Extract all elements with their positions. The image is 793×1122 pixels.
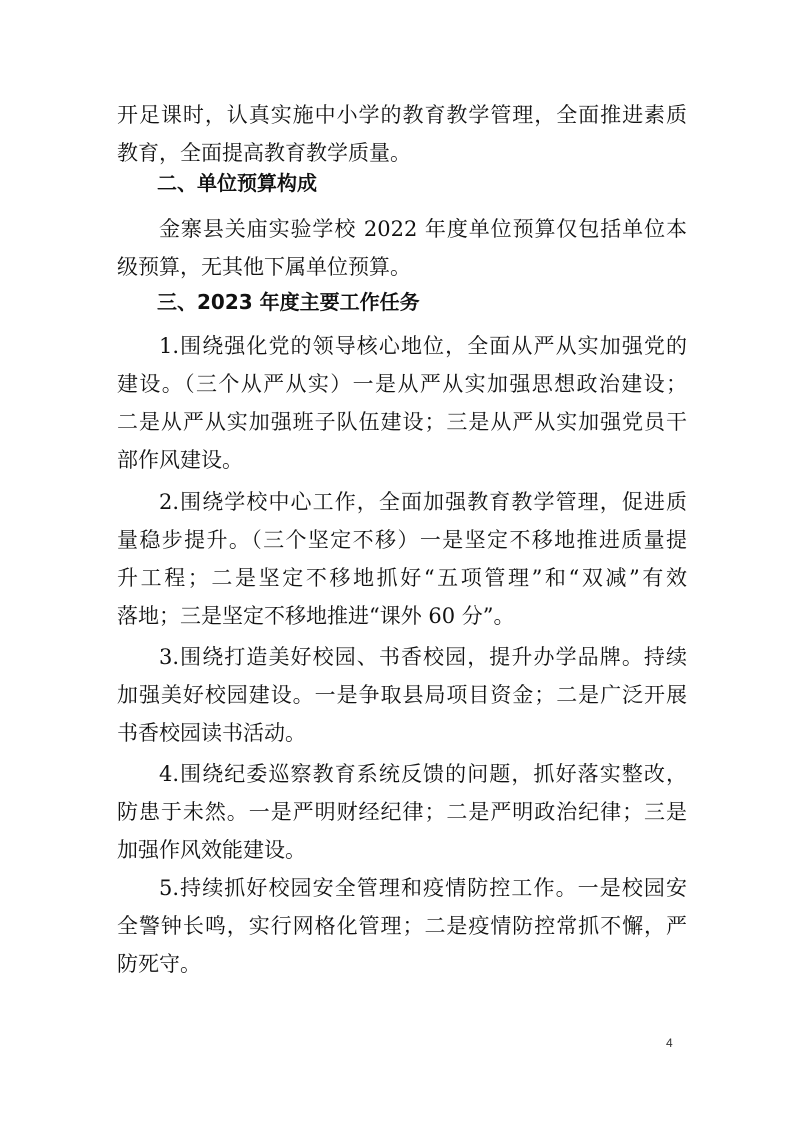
task-item-2 <box>117 483 687 635</box>
task-item-1 <box>117 327 687 479</box>
paragraph-line: 建设。（三个从严从实）一是从严从实加强思想政治建设； <box>117 372 687 396</box>
paragraph-line: 教育，全面提高教育教学质量。 <box>117 141 411 165</box>
paragraph-budget <box>117 210 687 286</box>
paragraph-line: 量稳步提升。（三个坚定不移）一是坚定不移地推进质量提 <box>117 528 687 552</box>
paragraph-line: 书香校园读书活动。 <box>117 721 306 745</box>
paragraph-line: 防死守。 <box>117 952 201 976</box>
task-item-3 <box>117 638 687 752</box>
section-heading-main-tasks <box>117 283 687 321</box>
paragraph-line: 加强美好校园建设。一是争取县局项目资金；二是广泛开展 <box>117 683 687 707</box>
paragraph-line: 升工程；二是坚定不移地抓好“五项管理”和“双减”有效 <box>117 566 687 590</box>
paragraph-line: 1.围绕强化党的领导核心地位，全面从严从实加强党的 <box>159 334 687 358</box>
paragraph-line: 部作风建设。 <box>117 448 243 472</box>
paragraph-line: 4.围绕纪委巡察教育系统反馈的问题，抓好落实整改， <box>159 762 687 786</box>
paragraph-line: 全警钟长鸣，实行网格化管理；二是疫情防控常抓不懈，严 <box>117 914 687 938</box>
paragraph-line: 开足课时，认真实施中小学的教育教学管理，全面推进素质 <box>117 103 687 127</box>
section-heading-budget-composition <box>117 164 687 202</box>
paragraph-line: 金寨县关庙实验学校 2022 年度单位预算仅包括单位本 <box>159 217 687 241</box>
paragraph-line: 防患于未然。一是严明财经纪律；二是严明政治纪律；三是 <box>117 800 687 824</box>
page-number: 4 <box>666 1036 673 1050</box>
paragraph-line: 二是从严从实加强班子队伍建设；三是从严从实加强党员干 <box>117 410 687 434</box>
task-item-4 <box>117 755 687 869</box>
paragraph-line: 2.围绕学校中心工作，全面加强教育教学管理，促进质 <box>159 490 687 514</box>
paragraph-continuation <box>117 96 687 172</box>
section-heading: 三、2023 年度主要工作任务 <box>157 290 420 314</box>
section-heading: 二、单位预算构成 <box>157 171 317 195</box>
paragraph-line: 5.持续抓好校园安全管理和疫情防控工作。一是校园安 <box>159 876 687 900</box>
paragraph-line: 加强作风效能建设。 <box>117 838 306 862</box>
paragraph-line: 落地；三是坚定不移地推进“课外 60 分”。 <box>117 604 515 628</box>
task-item-5 <box>117 869 687 983</box>
paragraph-line: 级预算，无其他下属单位预算。 <box>117 255 411 279</box>
paragraph-line: 3.围绕打造美好校园、书香校园，提升办学品牌。持续 <box>159 645 687 669</box>
